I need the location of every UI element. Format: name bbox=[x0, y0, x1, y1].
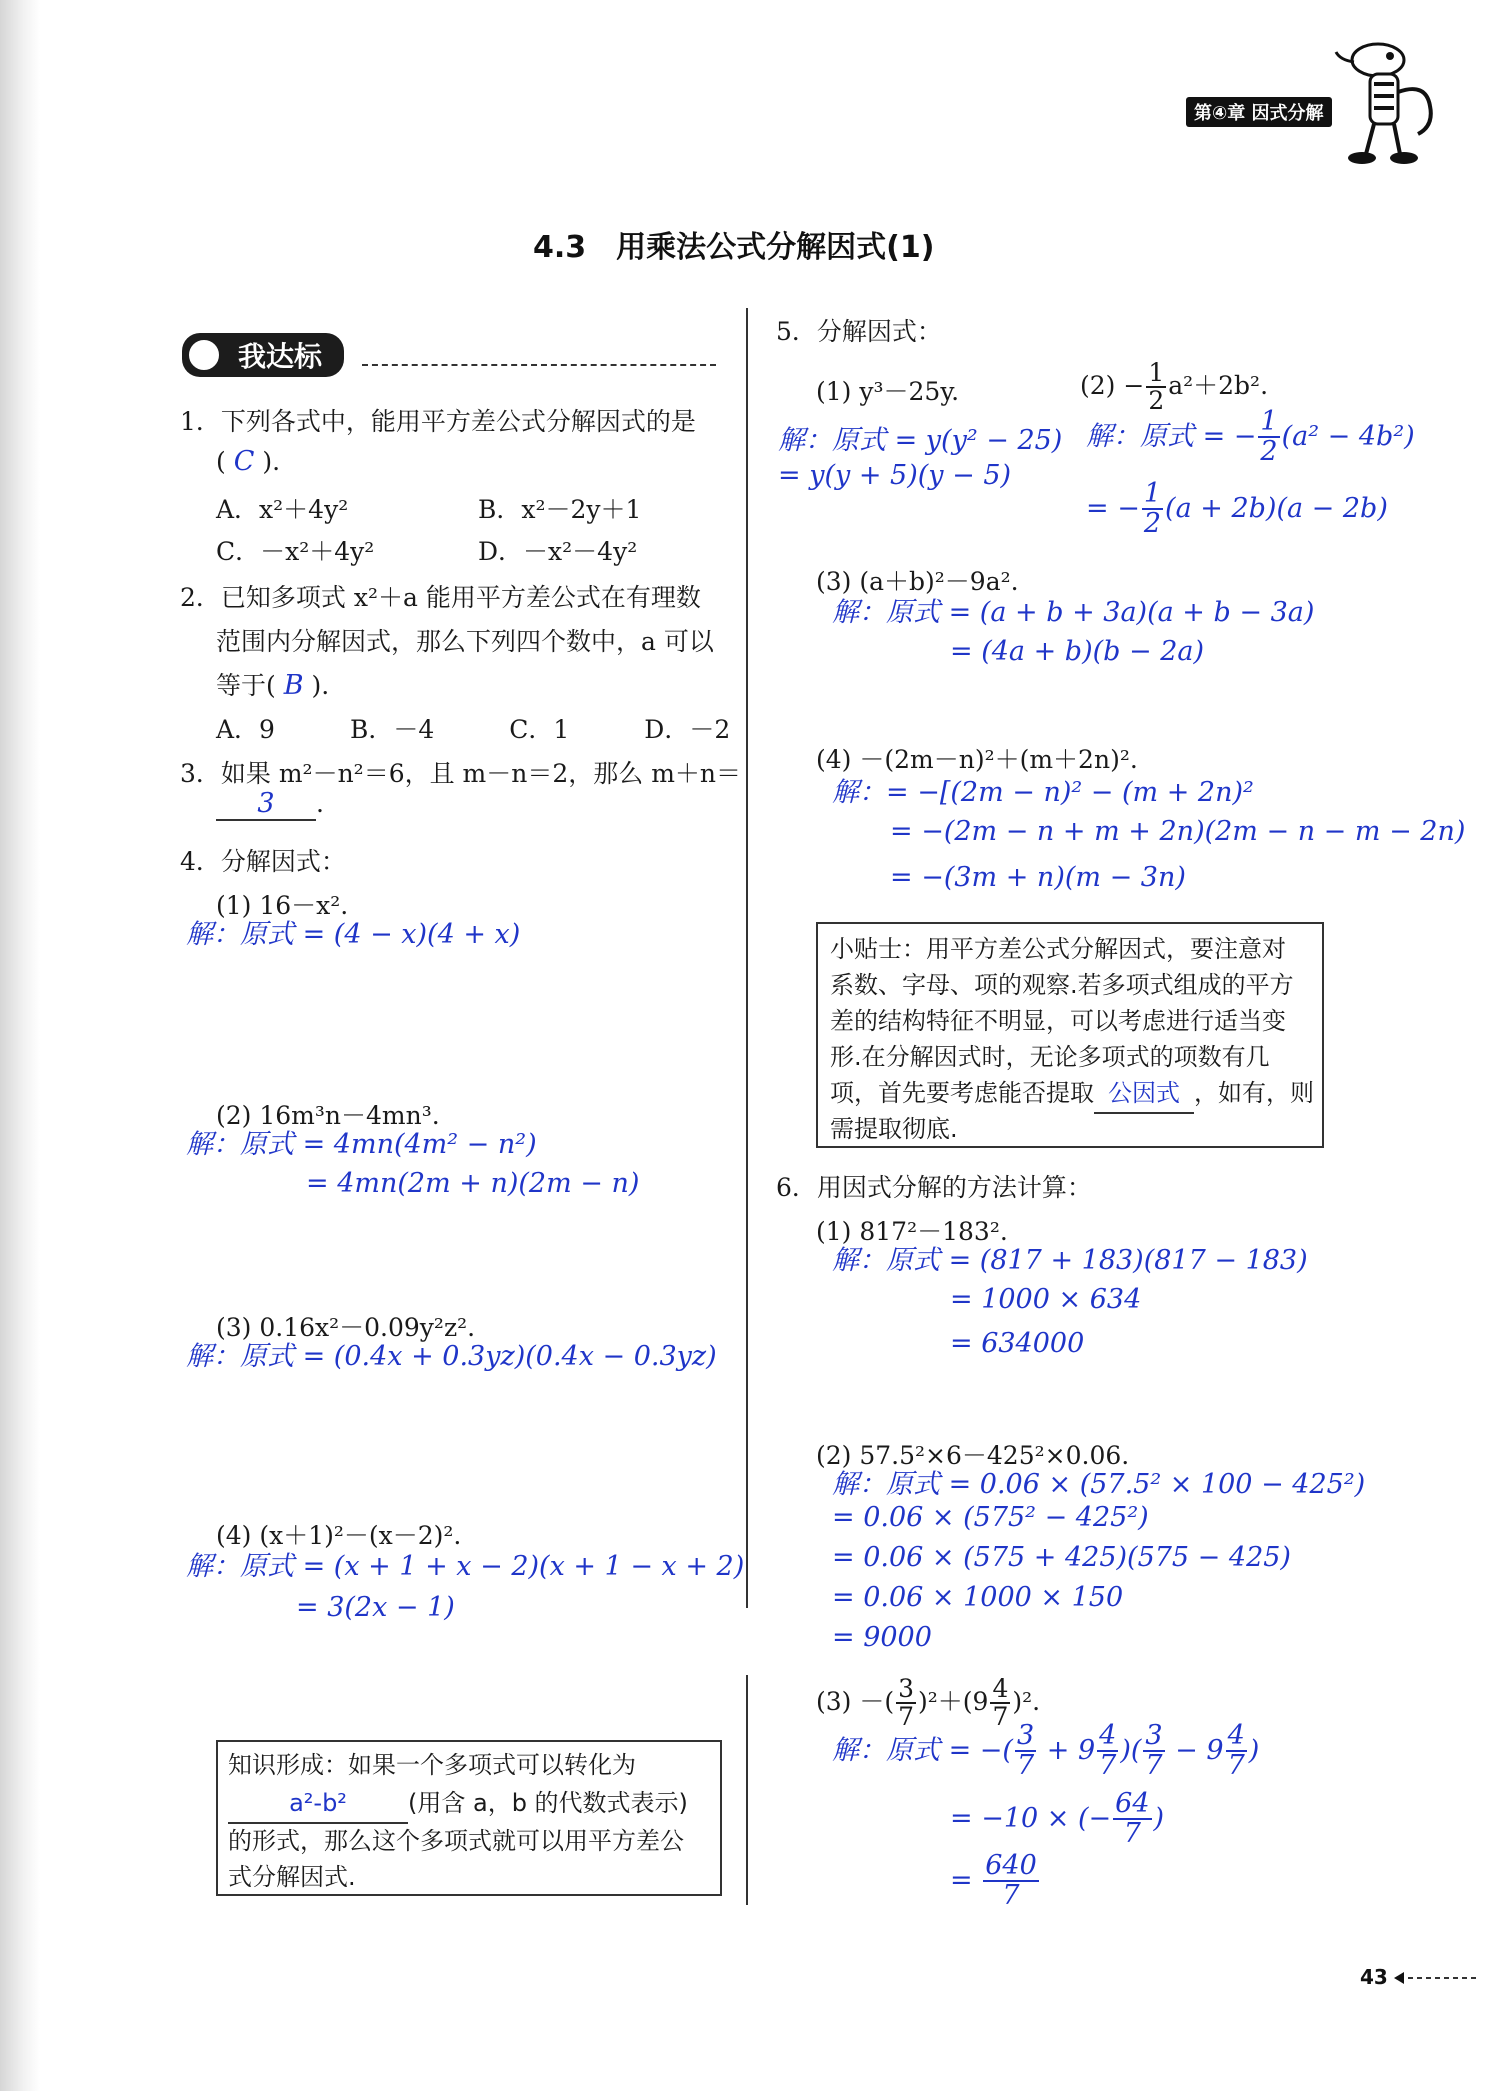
q4-stem: 4．分解因式： bbox=[180, 847, 346, 876]
q5-answer1-line2: = y(y + 5)(y − 5) bbox=[778, 460, 1012, 491]
column-divider-bottom bbox=[746, 1675, 748, 1905]
knowledge-line3: 的形式，那么这个多项式就可以用平方差公 bbox=[228, 1827, 684, 1855]
tip-answer: 公因式 bbox=[1094, 1074, 1194, 1114]
q2-stem-3: 等于( B ). bbox=[216, 670, 330, 701]
q6-answer3-line1: 解：原式 = −( $\frac{3}{7}$ + 9 $\frac{4}{7}$ )( $\frac{3}{7}$ − 9 $\frac{4}{7}$ ) bbox=[832, 1720, 1260, 1782]
section-label: 我达标 bbox=[238, 340, 323, 373]
tip-line2: 系数、字母、项的观察.若多项式组成的平方 bbox=[830, 971, 1294, 999]
q1-option-b: B．x²－2y＋1 bbox=[478, 495, 642, 524]
q4-part2: (2) 16m³n－4mn³. bbox=[216, 1101, 440, 1130]
section-dashed-rule bbox=[362, 364, 716, 366]
chapter-label: 第④章 因式分解 bbox=[1186, 97, 1332, 127]
q6-answer1-line3: = 634000 bbox=[950, 1328, 1085, 1359]
q4-answer4-line1: 解：原式 = (x + 1 + x − 2)(x + 1 − x + 2) bbox=[186, 1551, 745, 1582]
tip-line5: 项，首先要考虑能否提取 公因式 ，如有，则 bbox=[830, 1074, 1314, 1114]
q6-stem: 6．用因式分解的方法计算： bbox=[776, 1173, 1092, 1202]
q5-part3: (3) (a＋b)²－9a². bbox=[816, 567, 1019, 596]
q5-answer4-line3: = −(3m + n)(m − 3n) bbox=[890, 862, 1186, 893]
q2-stem-2: 范围内分解因式，那么下列四个数中，a 可以 bbox=[216, 627, 714, 656]
q5-part4: (4) －(2m－n)²＋(m＋2n)². bbox=[816, 745, 1138, 774]
q1-answer: C bbox=[233, 446, 255, 477]
knowledge-answer: a²-b² bbox=[228, 1784, 408, 1824]
tip-line6: 需提取彻底. bbox=[830, 1115, 958, 1143]
mascot-logo bbox=[1330, 22, 1450, 172]
q4-answer3: 解：原式 = (0.4x + 0.3yz)(0.4x − 0.3yz) bbox=[186, 1341, 717, 1372]
q6-answer2-line4: = 0.06 × 1000 × 150 bbox=[832, 1582, 1124, 1613]
q5-answer2-line1: 解：原式 = − $\frac{1}{2}$ (a² − 4b²) bbox=[1086, 406, 1415, 468]
tip-line1: 小贴士：用平方差公式分解因式，要注意对 bbox=[830, 935, 1286, 963]
q5-answer4-line1: 解：= −[(2m − n)² − (m + 2n)² bbox=[832, 777, 1254, 808]
q5-half-fraction: $\frac{1}{2}$ bbox=[1148, 358, 1165, 416]
q6-answer2-line5: = 9000 bbox=[832, 1622, 932, 1653]
q5-answer4-line2: = −(2m − n + m + 2n)(2m − n − m − 2n) bbox=[890, 816, 1466, 847]
q3-answer: 3 bbox=[216, 788, 316, 821]
q4-answer2-line2: = 4mn(2m + n)(2m − n) bbox=[306, 1168, 640, 1199]
page-title: 4.3 用乘法公式分解因式(1) bbox=[533, 230, 935, 265]
q1-option-d: D．－x²－4y² bbox=[478, 537, 638, 566]
q6-answer3-line2: = −10 × (− $\frac{64}{7}$ ) bbox=[950, 1788, 1165, 1850]
q4-part4: (4) (x＋1)²－(x－2)². bbox=[216, 1521, 462, 1550]
q5-part2: (2) − $\frac{1}{2}$ a²＋2b². bbox=[1080, 358, 1269, 416]
knowledge-line2: a²-b² (用含 a，b 的代数式表示) bbox=[228, 1784, 688, 1824]
q5-answer2-line2: = − $\frac{1}{2}$ (a + 2b)(a − 2b) bbox=[1086, 478, 1388, 540]
q6-answer3-line3: = $\frac{640}{7}$ bbox=[950, 1850, 1037, 1912]
q6-answer2-line3: = 0.06 × (575 + 425)(575 − 425) bbox=[832, 1542, 1291, 1573]
q4-answer2-line1: 解：原式 = 4mn(4m² − n²) bbox=[186, 1129, 537, 1160]
q6-answer2-line1: 解：原式 = 0.06 × (57.5² × 100 − 425²) bbox=[832, 1469, 1366, 1500]
q6-part2: (2) 57.5²×6－425²×0.06. bbox=[816, 1441, 1130, 1470]
book-spine bbox=[0, 0, 40, 2091]
knowledge-line1: 知识形成：如果一个多项式可以转化为 bbox=[228, 1751, 636, 1779]
q6-part1: (1) 817²－183². bbox=[816, 1217, 1008, 1246]
q1-stem: 1．下列各式中，能用平方差公式分解因式的是 bbox=[180, 407, 696, 436]
q4-part3: (3) 0.16x²－0.09y²z². bbox=[216, 1313, 476, 1342]
q4-answer1: 解：原式 = (4 − x)(4 + x) bbox=[186, 919, 521, 950]
tip-line4: 形.在分解因式时，无论多项式的项数有几 bbox=[830, 1043, 1270, 1071]
q4-part1: (1) 16－x². bbox=[216, 891, 349, 920]
q6-part3: (3) －( $\frac{3}{7}$ )²＋(9 $\frac{4}{7}$ )². bbox=[816, 1674, 1041, 1732]
q3-stem: 3．如果 m²－n²＝6，且 m－n＝2，那么 m＋n＝ bbox=[180, 759, 742, 788]
knowledge-line4: 式分解因式. bbox=[228, 1863, 356, 1891]
q6-answer2-line2: = 0.06 × (575² − 425²) bbox=[832, 1502, 1149, 1533]
q5-answer3-line1: 解：原式 = (a + b + 3a)(a + b − 3a) bbox=[832, 597, 1315, 628]
q4-answer4-line2: = 3(2x − 1) bbox=[296, 1592, 455, 1623]
column-divider-top bbox=[746, 308, 748, 1608]
q5-answer1-line1: 解：原式 = y(y² − 25) bbox=[778, 425, 1063, 456]
page-number: 43 bbox=[1360, 1965, 1388, 1989]
q6-answer1-line1: 解：原式 = (817 + 183)(817 − 183) bbox=[832, 1245, 1308, 1276]
section-icon bbox=[186, 337, 222, 373]
q5-part1: (1) y³－25y. bbox=[816, 377, 960, 406]
q2-options: A．9 B．－4 C．1 D．－2 bbox=[216, 715, 731, 744]
page-arrow-icon bbox=[1392, 1966, 1482, 1990]
q1-answer-paren: ( C ). bbox=[216, 446, 281, 477]
q5-answer3-line2: = (4a + b)(b − 2a) bbox=[950, 636, 1205, 667]
q1-option-a: A．x²＋4y² bbox=[216, 495, 349, 524]
q3-blank: 3 . bbox=[216, 788, 324, 821]
tip-line3: 差的结构特征不明显，可以考虑进行适当变 bbox=[830, 1007, 1286, 1035]
q5-stem: 5．分解因式： bbox=[776, 317, 942, 346]
q6-answer1-line2: = 1000 × 634 bbox=[950, 1284, 1142, 1315]
q1-option-c: C．－x²＋4y² bbox=[216, 537, 375, 566]
q2-answer: B bbox=[283, 670, 304, 701]
q2-stem-1: 2．已知多项式 x²＋a 能用平方差公式在有理数 bbox=[180, 583, 701, 612]
